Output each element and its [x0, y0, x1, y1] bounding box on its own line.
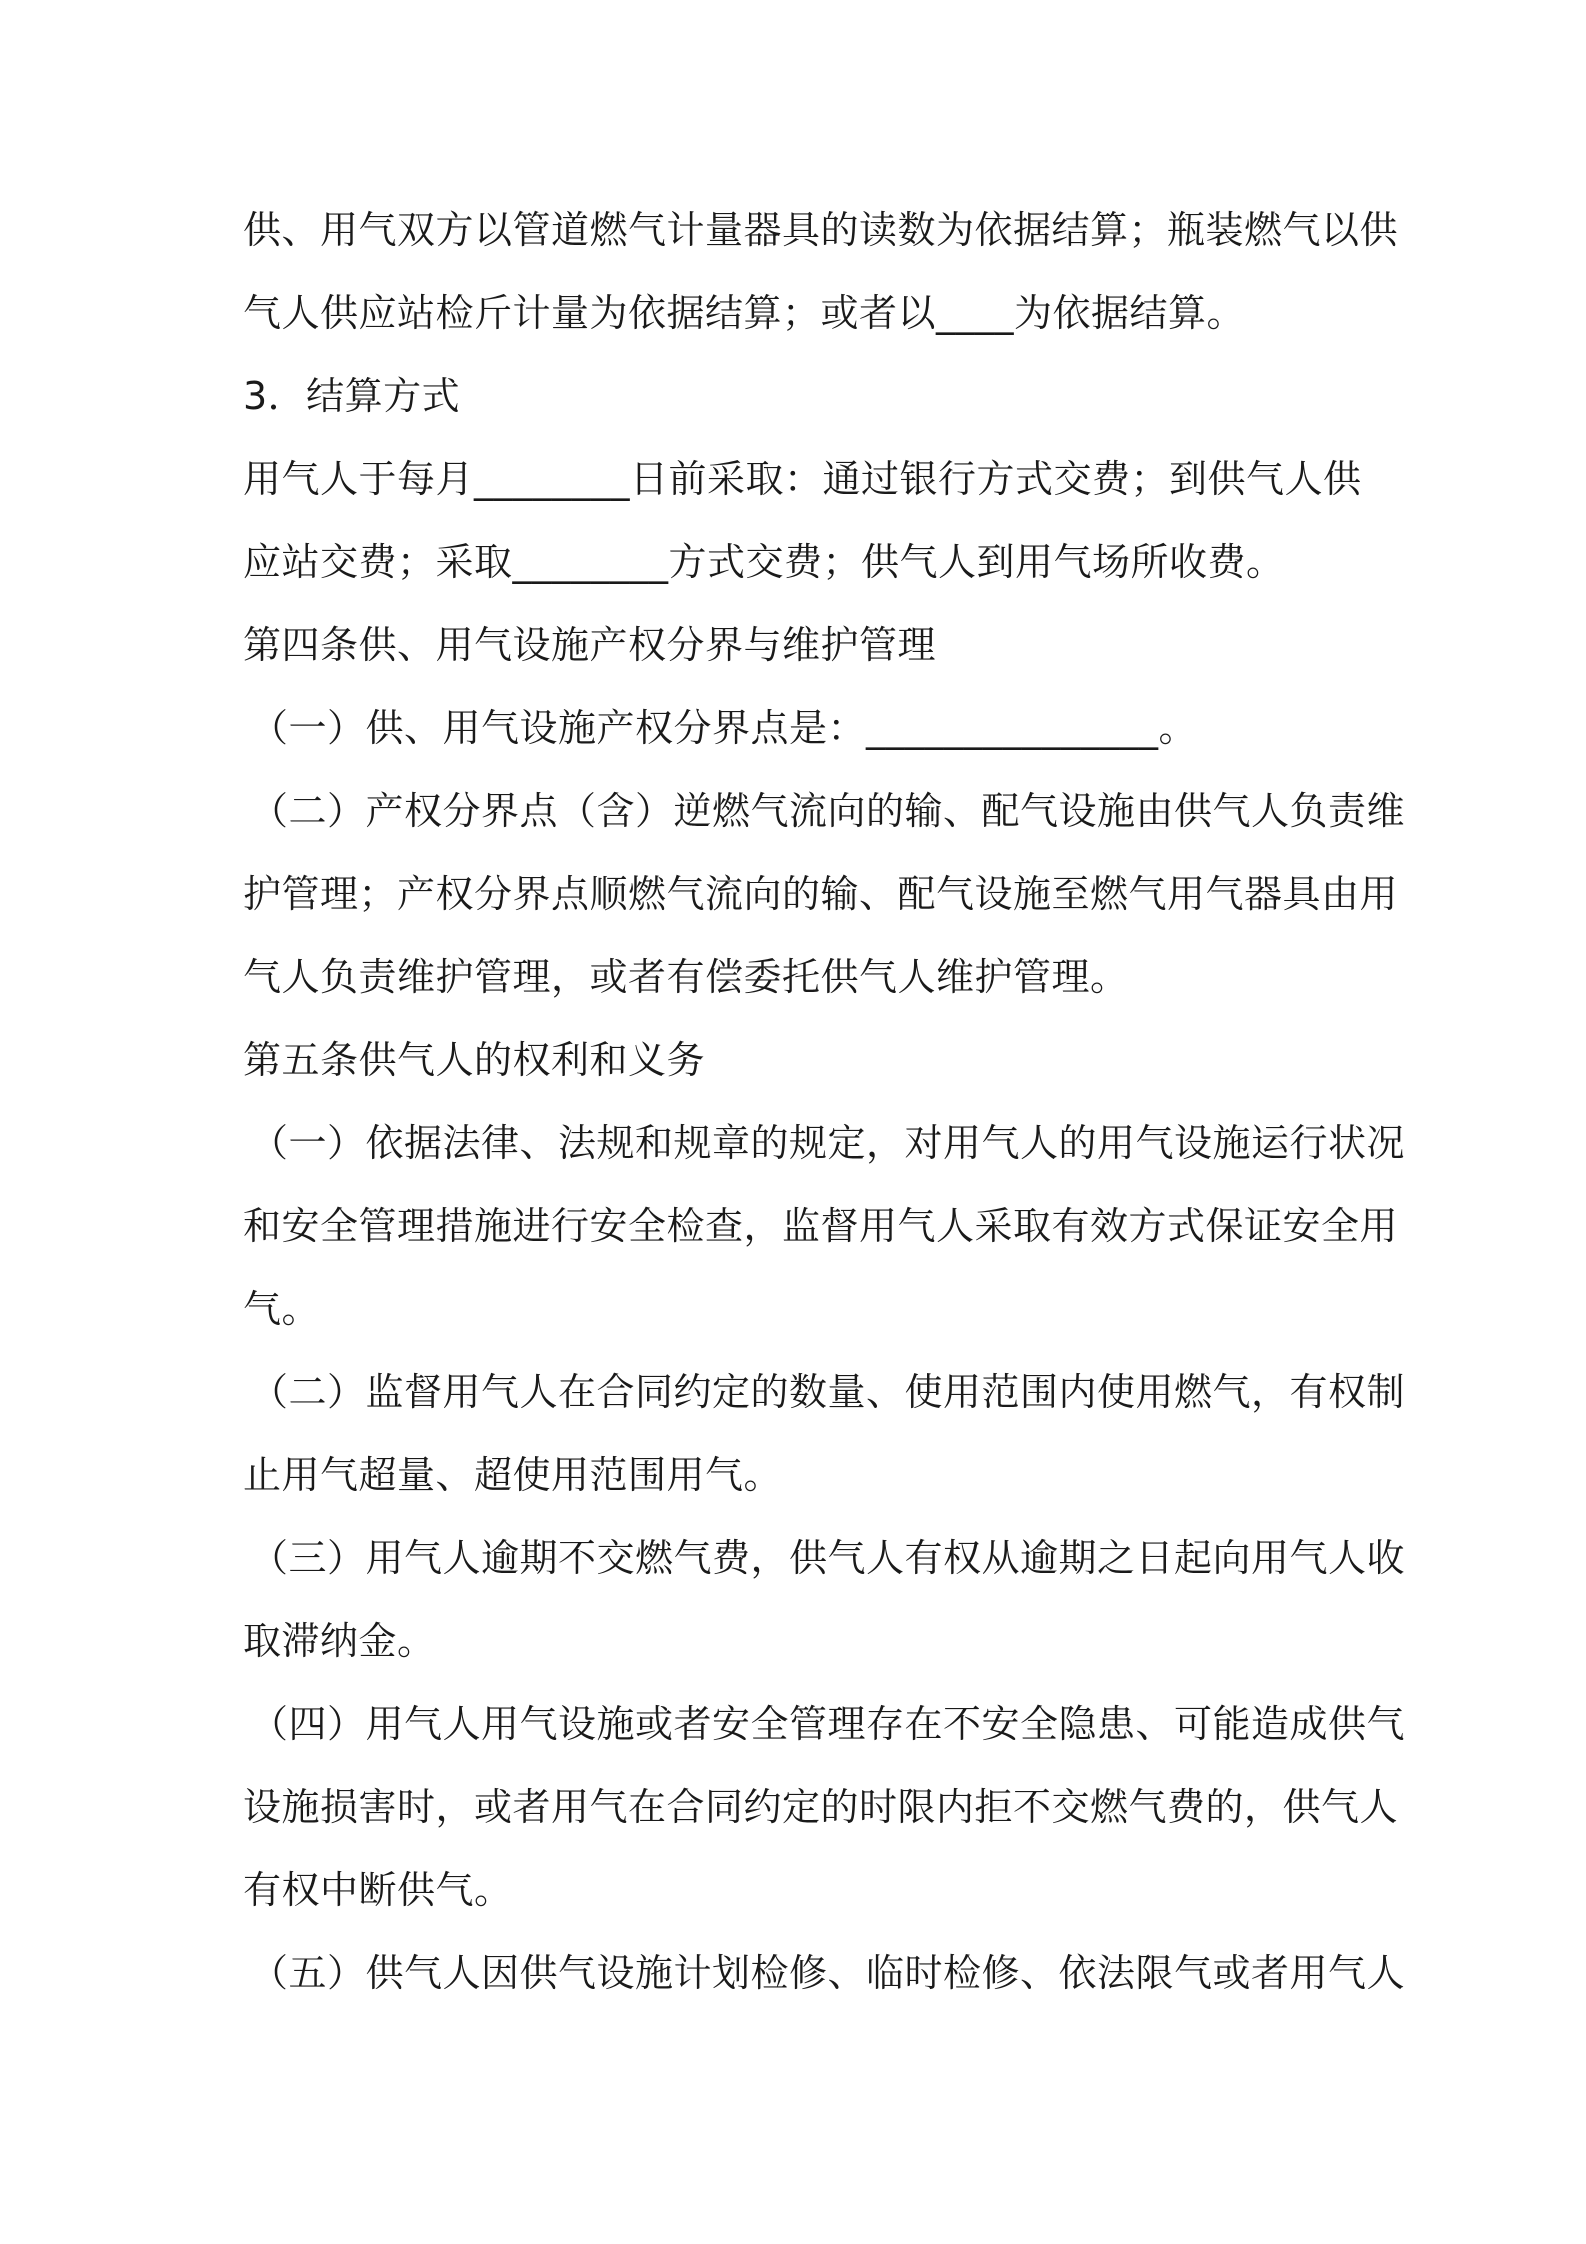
clause-line: （三）用气人逾期不交燃气费，供气人有权从逾期之日起向用气人收 [250, 1536, 1406, 1580]
clause-line: （四）用气人用气设施或者安全管理存在不安全隐患、可能造成供气 [250, 1702, 1406, 1746]
clause-line: （二）产权分界点（含）逆燃气流向的输、配气设施由供气人负责维 [250, 789, 1406, 833]
text-line: 取滞纳金。 [243, 1619, 436, 1663]
text-line: 有权中断供气。 [243, 1868, 513, 1912]
clause-line: （一）供、用气设施产权分界点是：_______________。 [250, 706, 1198, 750]
clause-line: （五）供气人因供气设施计划检修、临时检修、依法限气或者用气人 [250, 1951, 1406, 1995]
text-line: 止用气超量、超使用范围用气。 [243, 1453, 783, 1497]
section-heading: 3．结算方式 [243, 374, 461, 418]
clause-line: （二）监督用气人在合同约定的数量、使用范围内使用燃气，有权制 [250, 1370, 1406, 1414]
text-line: 供、用气双方以管道燃气计量器具的读数为依据结算；瓶装燃气以供 [243, 208, 1399, 252]
text-line: 气。 [243, 1287, 321, 1331]
text-line: 护管理；产权分界点顺燃气流向的输、配气设施至燃气用气器具由用 [243, 872, 1399, 916]
text-line: 气人负责维护管理，或者有偿委托供气人维护管理。 [243, 955, 1129, 999]
article-heading: 第四条供、用气设施产权分界与维护管理 [243, 623, 937, 667]
text-line: 应站交费；采取________方式交费；供气人到用气场所收费。 [243, 540, 1285, 584]
text-line: 气人供应站检斤计量为依据结算；或者以____为依据结算。 [243, 291, 1246, 335]
text-line: 和安全管理措施进行安全检查，监督用气人采取有效方式保证安全用 [243, 1204, 1399, 1248]
text-line: 用气人于每月________日前采取：通过银行方式交费；到供气人供 [243, 457, 1362, 501]
clause-line: （一）依据法律、法规和规章的规定，对用气人的用气设施运行状况 [250, 1121, 1406, 1165]
article-heading: 第五条供气人的权利和义务 [243, 1038, 706, 1082]
text-line: 设施损害时，或者用气在合同约定的时限内拒不交燃气费的，供气人 [243, 1785, 1399, 1829]
